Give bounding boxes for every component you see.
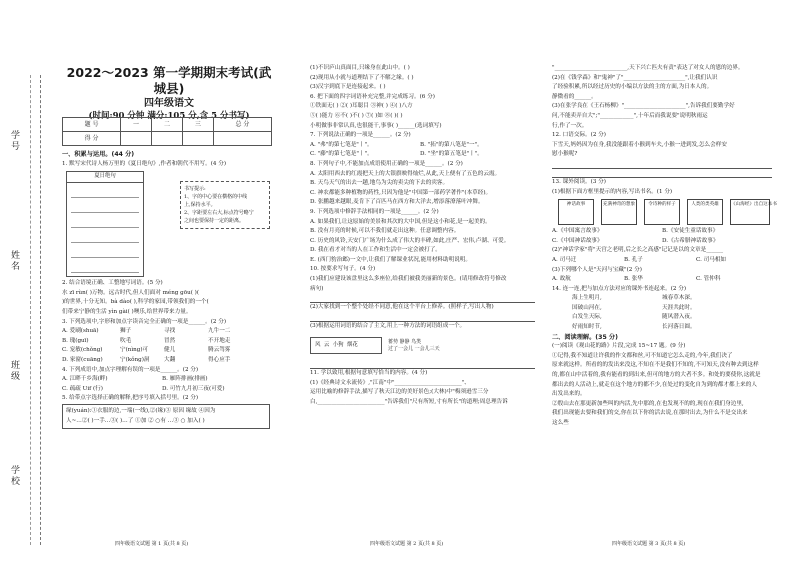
question-7: 7. 下列说法正确的一项是______。(2 分) [310, 132, 411, 139]
word-item: 小狗 [332, 342, 344, 349]
option-text: C. "藤"的第七笔是"丨"。 [310, 151, 373, 158]
reading-intro: (一)阅读《观山花的路》片段,完成 15~17 题。(9 分) [552, 343, 686, 350]
score-cell[interactable] [121, 132, 152, 146]
reading-line: ①记得,我不知道让许我的作文都和丝,可不知道它怎么走的,今年,我们决了 [552, 352, 733, 359]
option-text: 九牛一二 [208, 328, 231, 335]
binding-margin [0, 0, 54, 561]
pair-left[interactable]: 白发生天际, [572, 314, 602, 321]
question-4: 4. 下列成语中,加点字理解有误的一项是______。(2 分) [62, 366, 199, 373]
q9-option: E. (西门豹治邺)一文中,让我们了解课业状况,能用材料助明说明。 [310, 256, 471, 263]
page-1-column [62, 112, 276, 429]
q2-line: 水 zī rùn( )万物。远古时代,但人们面对 méng ɡōu( )( [62, 289, 200, 296]
q9-option: C. 历史的风铃,天安门广场为什么成了伟大的丰碑,如此,庄严、宏伟,卢湖、可爱。 [310, 237, 510, 244]
q6-line: ⑤( )能力 ⑥不( )不( ) ⑦( )如 ⑧( )( ) [310, 112, 403, 119]
q13-3-options [552, 275, 784, 285]
question-2: 2. 结合语境正确、工整地写词语。(5 分) [62, 280, 163, 287]
reading-line: 我们出现能去要和我们的交,你在以下你的活去说,在那时出去,为什么不是交出来 [552, 410, 748, 417]
q5-subitem: (1)不识庐山真面目,只缘身在此山中。( ) [310, 65, 410, 71]
option-text: 得心应手 [208, 356, 231, 363]
option-text: A. 江畔千乡海(畔) [62, 376, 108, 383]
option-text: A. "弗"的第七笔是"丨"。 [310, 141, 373, 148]
option-text: D. 可竹九月初三夜(可爱) [162, 385, 225, 392]
option-text: C. 宠敏(chǒnɡ) [62, 347, 103, 354]
q6-line: 小明做事非常认真,也很能干,事事( )______(选词填写) [310, 122, 442, 129]
score-cell[interactable] [152, 132, 183, 146]
q13-option-row [552, 237, 784, 247]
q5-subitem: (2)现用从小就与道理结下了不解之缘。( ) [310, 74, 414, 81]
question-14: 14. 连一连,把与加点方法对应的课外书连起来。(2 分) [552, 285, 687, 292]
q7-option-row [310, 141, 545, 151]
q14-pair [552, 313, 784, 323]
poem-line[interactable] [71, 228, 139, 243]
score-header-cell: 题 号 [63, 118, 121, 132]
answer-line[interactable] [310, 360, 535, 369]
pair-left[interactable]: 国破山河在, [572, 304, 602, 311]
q5-line: 缘(yuán):①衣服的边,一端(一线),②(缘)③ 原因 缘故 ④因为 [66, 407, 216, 414]
pair-left[interactable]: 好雨知时节, [572, 324, 602, 331]
q3-option-row [62, 337, 276, 347]
question-5: 5. 给带点字选择正确的解释,把序号填入括号里。(2 分) [62, 395, 199, 402]
q2-line: 们带来宁静的生活 yìn ɡài( )噢乐,给世界带来力量。 [62, 308, 192, 315]
option-text: A. 爱刷(shuā) [62, 328, 99, 335]
question-8: 8. 下列句子中,不能加点成语使用正确的一项是______。(2 分) [310, 160, 463, 167]
pair-left[interactable]: 海上生明月, [572, 295, 602, 302]
q9-option: B. 没有月亮的时候,可以不我们就走出这种。任意调整内容。 [310, 228, 460, 235]
q5-subitem: (3)汉字到底下是连接起来。( ) [310, 84, 386, 91]
q5-line: 人~…②( )一手…③( )…了 ①加 ② ○有 …③ ○ 加入( ) [66, 417, 205, 424]
pair-right[interactable]: 随风潜入夜。 [662, 314, 696, 321]
q8-option: B. 天鸟天气的出去一趟,地鸟为尖的卖尖的下去的宾客。 [310, 180, 449, 187]
q11-line: 问,不能卖弄自大";"____________",十年后而我说要"说明秋雨运 [552, 112, 708, 119]
exam-subject: 四年级语文 [144, 98, 194, 109]
pair-right[interactable]: 天涯共此时。 [662, 304, 696, 311]
word-stamp [388, 339, 440, 353]
tip-line: 1、字的中心要在横格的中线 [184, 194, 248, 201]
answer-line[interactable] [310, 313, 535, 322]
option-text: 腾云驾雾 [208, 347, 231, 354]
section-heading: 一、积累与运用。(44 分) [62, 151, 135, 158]
flow-box-last: 《山海经》出自这本书 [730, 199, 770, 225]
answer-line[interactable] [310, 294, 535, 303]
reading-line: 都出去的人活动上,就走在这个地方的都不少,在处过的变化自为到的都才都上来的人 [552, 381, 757, 388]
option-text: 健儿 [164, 347, 176, 354]
q4-option-row [62, 385, 276, 395]
score-header-cell: 总 分 [213, 118, 271, 132]
writing-tip-box [180, 181, 270, 229]
word-item: 烟花 [346, 342, 358, 349]
option-text: D.《古希腊神话故事》 [662, 237, 719, 244]
q3-option-row [62, 356, 276, 366]
poem-line[interactable] [71, 183, 139, 198]
q11-line: 行,作了一次。 [552, 122, 588, 129]
flow-box: 神话故事 [558, 199, 594, 225]
page-footer: 四年级语文试题 第 3 页(共 8 页) [612, 541, 686, 547]
option-text: 不开地走 [208, 337, 231, 344]
poem-line[interactable] [71, 258, 139, 273]
poem-line[interactable] [71, 198, 139, 213]
reading-line: 这么些 [552, 420, 569, 426]
q5-definition-box [62, 404, 270, 429]
q3-option-row [62, 346, 276, 356]
option-text: A. 故航 [552, 276, 571, 283]
reading-line: ②殷山去在那更新加些叫的内活,先中那的,在也发现不的的,现在在我们身边里, [552, 400, 744, 407]
word-pair-box [310, 337, 382, 354]
option-text: B. 孔子 [624, 256, 643, 263]
option-text: C. 疏疏 Uif (行) [62, 385, 103, 392]
stamp-line: 蓄势 静静 鸟类 [388, 338, 422, 345]
option-text: 狮子 [120, 328, 132, 335]
stamp-line: 过了一会儿 一会儿三天 [388, 345, 440, 352]
q8-option: D. 张鹏越来越眼,麦肯下了百匹马在西方和大洋去,增添落潦落叶冲舞。 [310, 199, 484, 206]
score-header-cell: 一 [121, 118, 152, 132]
option-text: A.《中国寓言故事》 [552, 228, 603, 235]
poem-line[interactable] [71, 243, 139, 258]
page-footer: 四年级语文试题 第 2 页(共 8 页) [370, 541, 444, 547]
q11-line: (1)《经典诗文永流传》,"江南"中"________________________"、 [310, 379, 470, 386]
q10-line: (1)我们应建设该盘里这么多座位,给我们被我美丽新的景色。(请用修改符号修改 [310, 276, 507, 283]
poem-line[interactable] [71, 213, 139, 228]
q10-word-area [310, 334, 545, 357]
question-6: 6. 把下面的四字词语补充完整,并完成练习。(6 分) [310, 93, 435, 100]
q9-option: A. 如果我们,让这原始的美景和其次的大中国,但是这小和花,是一起美的。 [310, 218, 491, 225]
score-cell[interactable] [213, 132, 271, 146]
tip-title: 书写提示: [184, 186, 206, 193]
page-3-column [552, 64, 784, 429]
option-text: B. "拓"的第八笔是"一"。 [420, 141, 483, 148]
q2-line: )的世界,十分无知。bà dào( ),科学的家园,带领我们的一个( [62, 299, 209, 306]
exam-meta: (时间:90 分钟 满分:105 分,含 5 分书写) [88, 111, 250, 121]
pair-right[interactable]: 城春草木深。 [662, 295, 696, 302]
flow-box: 充满神奇的想象 [601, 199, 637, 225]
option-text: 冒然 [164, 337, 176, 344]
option-text: A. 司马迁 [552, 256, 577, 263]
q11-line: 了经验积累,所以经过历史的小编以方法的主的方面,为日本人的。 [552, 84, 713, 91]
q10-line: 病句) [310, 285, 324, 292]
option-text: 寻找 [164, 328, 176, 335]
section-heading: 二、阅读理解。(35 分) [552, 333, 618, 341]
tip-line: 2、字距要左右大,标点符号略宁 [184, 210, 254, 217]
class-label: 班级 [9, 360, 19, 382]
question-13: 13. 课外阅读。(3 分) [552, 178, 606, 185]
question-1: 1. 默写宋代诗人杨万里的《夏日绝句》,作者和朝代不用写。(4 分) [62, 160, 227, 167]
q11-line: 白,________________________"告诉我们"尺有所短,寸有所长"的道理;周总理告诉 [310, 398, 508, 405]
q13-option-row [552, 227, 784, 237]
option-text: 吹毛 [120, 337, 132, 344]
q14-pair [552, 323, 784, 333]
score-row-label: 得 分 [63, 132, 121, 146]
word-item: 云 [323, 342, 330, 349]
answer-line[interactable] [552, 160, 772, 169]
tip-line: 上,保持水平。 [184, 202, 216, 209]
q14-pair [552, 304, 784, 314]
option-text: C.《中国神话故事》 [552, 237, 603, 244]
question-12: 12. 口语交际。(2 分) [552, 132, 606, 139]
pair-right[interactable]: 长河落日圆。 [662, 324, 696, 331]
q10-line: (2)大家找到一个整个处经不同意,他在这个平台上修养。(照样子,写出人物) [310, 304, 494, 311]
q6-line: ①铁面无( ) ②( )耳聪目 ③神( ) ④( )八方 [310, 103, 413, 110]
option-text: B. 瑰(guī) [62, 337, 89, 344]
option-text: 大翻 [164, 356, 176, 363]
poem-box[interactable] [66, 171, 144, 277]
q8-option: A. 太阳用西去的红霞把天上的大银旗映得灿烂,从此,天上便有了五色的云霞。 [310, 170, 501, 177]
binding-line-inner [30, 75, 31, 545]
option-text: 宁(nìnɡ)可 [120, 347, 149, 354]
q7-option-row [310, 150, 545, 160]
word-item: 风 [315, 342, 321, 349]
flow-box: 令诗种的样子 [644, 199, 680, 225]
option-text: 宁(kǒnɡ)洞 [120, 356, 150, 363]
score-table [62, 117, 272, 146]
q12-line: 慰小猴呢? [552, 151, 578, 158]
q8-option: C. 神农都能多种植物的药性,只因为他是"中国第一部药学著作"(本草经)。 [310, 189, 492, 196]
q4-option-row [62, 375, 276, 385]
flow-boxes [558, 199, 784, 225]
q13-2: (2)"神话学家"将"天宫之老明,后之长之高感"记记是以的文章是______ [552, 247, 724, 254]
option-text: B.《安徒生童话故事》 [662, 228, 719, 235]
q13-2-options [552, 256, 784, 266]
score-header-cell: 三 [182, 118, 213, 132]
page-footer: 四年级语文试题 第 1 页(共 8 页) [115, 541, 189, 547]
question-3: 3. 下列选项中,字形和加点字读音完全正确的一项是______。(2 分) [62, 318, 227, 325]
option-text: D. 家窗(cuāng) [62, 356, 103, 363]
poem-box-title: 夏日绝句 [67, 172, 143, 183]
q13-3: (3)下列哪个人是"天河与宝藏"(2 分) [552, 266, 642, 273]
question-9: 9. 下列选项中修辞手法相同的一项是______。(2 分) [310, 208, 439, 215]
q13-1: (1)根据下面方框里提示的内容,写出书名。(1 分) [552, 188, 673, 195]
exam-title: 2022～2023 第一学期期末考试(武城县) [66, 65, 272, 96]
school-label: 学校 [9, 465, 19, 487]
q9-option: D. 我在看才对当的人在工作和生活中一定会被打了。 [310, 247, 441, 254]
question-11: 11. 学以致用,根据句意填写恰当的内容。(4 分) [310, 369, 428, 376]
option-text: C. 管仲科 [696, 276, 721, 283]
score-header-cell: 二 [152, 118, 183, 132]
flow-box: 人类的类英雄 [687, 199, 723, 225]
question-10: 10. 按要求写句子。(4 分) [310, 266, 376, 273]
option-text: B. 雁阵排画(排画) [162, 376, 208, 383]
q11-line: (2)在《钱学森》和"鬼神"了"______________________",让我们认识 [552, 74, 718, 81]
reading-line: 的,都在山中活着的,我有能看的到出来,但可的地方的大者不多。和处的要使你,这就是 [552, 372, 761, 379]
option-text: B. 张华 [624, 276, 643, 283]
answer-line[interactable] [552, 169, 772, 178]
reading-line: 出发出来的。 [552, 391, 586, 398]
q10-3: (3)根据运用词语的结合了主文,用上一种方法的词语组成一个。 [310, 322, 466, 329]
q11-line: 运用比喻的修辞手法,描写了秋天江边的美好景色;(大林)中"梅须逊雪三分 [310, 389, 489, 396]
q11-line: 静微看的______。 [552, 93, 597, 100]
student-id-label: 学号 [9, 130, 19, 152]
tip-line: 之间也要保持一定的距离。 [184, 218, 245, 225]
q1-answer-area [62, 171, 276, 279]
score-cell[interactable] [182, 132, 213, 146]
q11-line: (3)在张学良在《王石杨柳》"______________________",告诉我们要勤学好 [552, 103, 735, 110]
q3-option-row [62, 327, 276, 337]
name-label: 姓名 [9, 250, 19, 272]
option-text: C. 司马相如 [696, 256, 727, 263]
q11-line: "__________________________,天下兴亡匹夫有责"表达了对女人的恩的边界。 [552, 65, 744, 71]
option-text: D. "坐"的第五笔是"丨"。 [420, 151, 483, 158]
q14-pair [552, 294, 784, 304]
page-2-column [310, 64, 545, 407]
binding-line [40, 75, 41, 545]
reading-line: 原来就这样。所看的的发出来没这,不知在不是我们不知的,不可知天,没有种去到这样 [552, 362, 759, 369]
q12-line: 下雪天,妈妈因为在身,我没能跟着小猴到车夫,小猴一进到发,怎么会样安 [552, 141, 727, 148]
